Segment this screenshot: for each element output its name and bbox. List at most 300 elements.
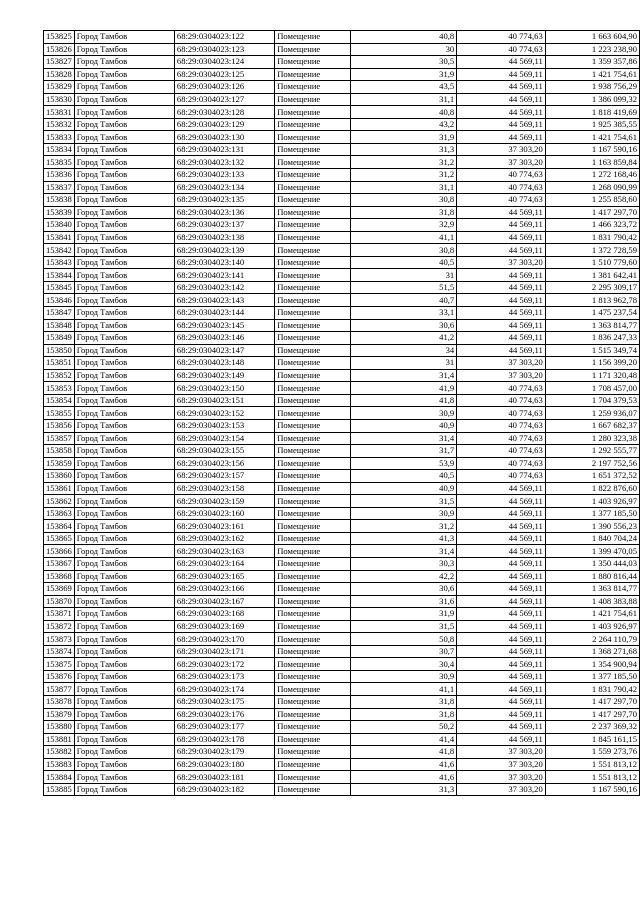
record-number-cell: 153855 (44, 407, 75, 420)
cadastral-value-cell: 1 704 379,53 (545, 394, 639, 407)
table-row (44, 557, 640, 570)
specific-value-cell: 37 303,20 (457, 369, 546, 382)
locality-cell: Город Тамбов (74, 758, 174, 771)
area-cell: 50,8 (351, 633, 457, 646)
specific-value-cell: 44 569,11 (457, 545, 546, 558)
record-number-cell: 153828 (44, 68, 75, 81)
record-number-cell: 153872 (44, 620, 75, 633)
cadastral-value-cell: 1 421 754,61 (545, 68, 639, 81)
specific-value-cell: 44 569,11 (457, 206, 546, 219)
object-type-cell: Помещение (275, 332, 351, 345)
specific-value-cell: 40 774,63 (457, 407, 546, 420)
area-cell: 30,8 (351, 244, 457, 257)
locality-cell: Город Тамбов (74, 181, 174, 194)
table-row (44, 419, 640, 432)
record-number-cell: 153866 (44, 545, 75, 558)
object-type-cell: Помещение (275, 595, 351, 608)
table-row (44, 219, 640, 232)
area-cell: 34 (351, 344, 457, 357)
locality-cell: Город Тамбов (74, 708, 174, 721)
specific-value-cell: 37 303,20 (457, 758, 546, 771)
specific-value-cell: 44 569,11 (457, 294, 546, 307)
specific-value-cell: 44 569,11 (457, 219, 546, 232)
cadastral-number-cell: 68:29:0304023:176 (174, 708, 274, 721)
locality-cell: Город Тамбов (74, 457, 174, 470)
object-type-cell: Помещение (275, 357, 351, 370)
cadastral-number-cell: 68:29:0304023:175 (174, 695, 274, 708)
cadastral-value-cell: 1 551 813,12 (545, 758, 639, 771)
locality-cell: Город Тамбов (74, 545, 174, 558)
table-row (44, 733, 640, 746)
record-number-cell: 153875 (44, 658, 75, 671)
cadastral-number-cell: 68:29:0304023:162 (174, 532, 274, 545)
cadastral-number-cell: 68:29:0304023:141 (174, 269, 274, 282)
record-number-cell: 153854 (44, 394, 75, 407)
cadastral-number-cell: 68:29:0304023:129 (174, 118, 274, 131)
record-number-cell: 153884 (44, 771, 75, 784)
table-row (44, 81, 640, 94)
area-cell: 41,8 (351, 394, 457, 407)
table-row (44, 457, 640, 470)
specific-value-cell: 44 569,11 (457, 557, 546, 570)
table-row (44, 143, 640, 156)
cadastral-number-cell: 68:29:0304023:145 (174, 319, 274, 332)
object-type-cell: Помещение (275, 307, 351, 320)
object-type-cell: Помещение (275, 269, 351, 282)
area-cell: 41,1 (351, 231, 457, 244)
specific-value-cell: 40 774,63 (457, 382, 546, 395)
table-row (44, 344, 640, 357)
locality-cell: Город Тамбов (74, 746, 174, 759)
object-type-cell: Помещение (275, 645, 351, 658)
area-cell: 31,8 (351, 708, 457, 721)
specific-value-cell: 44 569,11 (457, 570, 546, 583)
area-cell: 30,5 (351, 56, 457, 69)
table-row (44, 470, 640, 483)
area-cell: 31,6 (351, 595, 457, 608)
record-number-cell: 153876 (44, 670, 75, 683)
object-type-cell: Помещение (275, 683, 351, 696)
area-cell: 40,7 (351, 294, 457, 307)
object-type-cell: Помещение (275, 93, 351, 106)
object-type-cell: Помещение (275, 532, 351, 545)
specific-value-cell: 44 569,11 (457, 281, 546, 294)
cadastral-number-cell: 68:29:0304023:182 (174, 783, 274, 796)
object-type-cell: Помещение (275, 520, 351, 533)
cadastral-number-cell: 68:29:0304023:173 (174, 670, 274, 683)
object-type-cell: Помещение (275, 670, 351, 683)
cadastral-number-cell: 68:29:0304023:179 (174, 746, 274, 759)
locality-cell: Город Тамбов (74, 43, 174, 56)
locality-cell: Город Тамбов (74, 56, 174, 69)
record-number-cell: 153878 (44, 695, 75, 708)
cadastral-number-cell: 68:29:0304023:130 (174, 131, 274, 144)
object-type-cell: Помещение (275, 419, 351, 432)
area-cell: 31,4 (351, 545, 457, 558)
specific-value-cell: 44 569,11 (457, 583, 546, 596)
object-type-cell: Помещение (275, 256, 351, 269)
object-type-cell: Помещение (275, 771, 351, 784)
cadastral-value-cell: 2 237 369,32 (545, 721, 639, 734)
locality-cell: Город Тамбов (74, 783, 174, 796)
table-row (44, 206, 640, 219)
locality-cell: Город Тамбов (74, 771, 174, 784)
object-type-cell: Помещение (275, 344, 351, 357)
cadastral-value-cell: 1 818 419,69 (545, 106, 639, 119)
record-number-cell: 153835 (44, 156, 75, 169)
cadastral-value-cell: 1 417 297,70 (545, 695, 639, 708)
area-cell: 31,8 (351, 206, 457, 219)
area-cell: 30,4 (351, 658, 457, 671)
area-cell: 30,7 (351, 645, 457, 658)
locality-cell: Город Тамбов (74, 382, 174, 395)
specific-value-cell: 44 569,11 (457, 131, 546, 144)
object-type-cell: Помещение (275, 143, 351, 156)
area-cell: 31,4 (351, 369, 457, 382)
area-cell: 30,6 (351, 319, 457, 332)
specific-value-cell: 44 569,11 (457, 595, 546, 608)
cadastral-number-cell: 68:29:0304023:125 (174, 68, 274, 81)
area-cell: 40,5 (351, 470, 457, 483)
area-cell: 30,9 (351, 407, 457, 420)
object-type-cell: Помещение (275, 658, 351, 671)
table-row (44, 633, 640, 646)
specific-value-cell: 44 569,11 (457, 68, 546, 81)
cadastral-number-cell: 68:29:0304023:122 (174, 31, 274, 44)
locality-cell: Город Тамбов (74, 445, 174, 458)
area-cell: 42,2 (351, 570, 457, 583)
record-number-cell: 153844 (44, 269, 75, 282)
table-row (44, 307, 640, 320)
cadastral-value-cell: 1 156 399,20 (545, 357, 639, 370)
cadastral-value-cell: 1 845 161,15 (545, 733, 639, 746)
table-row (44, 620, 640, 633)
cadastral-number-cell: 68:29:0304023:123 (174, 43, 274, 56)
cadastral-number-cell: 68:29:0304023:158 (174, 482, 274, 495)
cadastral-number-cell: 68:29:0304023:168 (174, 608, 274, 621)
cadastral-number-cell: 68:29:0304023:153 (174, 419, 274, 432)
cadastral-value-cell: 1 359 357,86 (545, 56, 639, 69)
table-row (44, 507, 640, 520)
locality-cell: Город Тамбов (74, 620, 174, 633)
locality-cell: Город Тамбов (74, 219, 174, 232)
record-number-cell: 153829 (44, 81, 75, 94)
specific-value-cell: 44 569,11 (457, 670, 546, 683)
cadastral-value-cell: 2 197 752,56 (545, 457, 639, 470)
cadastral-value-cell: 1 292 555,77 (545, 445, 639, 458)
area-cell: 40,8 (351, 31, 457, 44)
cadastral-value-cell: 1 223 238,90 (545, 43, 639, 56)
record-number-cell: 153841 (44, 231, 75, 244)
object-type-cell: Помещение (275, 457, 351, 470)
specific-value-cell: 44 569,11 (457, 633, 546, 646)
cadastral-value-cell: 1 667 682,37 (545, 419, 639, 432)
record-number-cell: 153857 (44, 432, 75, 445)
cadastral-value-cell: 1 403 926,97 (545, 495, 639, 508)
locality-cell: Город Тамбов (74, 307, 174, 320)
locality-cell: Город Тамбов (74, 394, 174, 407)
object-type-cell: Помещение (275, 156, 351, 169)
table-row (44, 758, 640, 771)
specific-value-cell: 37 303,20 (457, 143, 546, 156)
record-number-cell: 153827 (44, 56, 75, 69)
object-type-cell: Помещение (275, 758, 351, 771)
table-row (44, 118, 640, 131)
cadastral-value-cell: 1 417 297,70 (545, 206, 639, 219)
object-type-cell: Помещение (275, 181, 351, 194)
table-row (44, 432, 640, 445)
specific-value-cell: 44 569,11 (457, 93, 546, 106)
table-row (44, 482, 640, 495)
record-number-cell: 153874 (44, 645, 75, 658)
area-cell: 41,6 (351, 771, 457, 784)
cadastral-number-cell: 68:29:0304023:160 (174, 507, 274, 520)
specific-value-cell: 40 774,63 (457, 194, 546, 207)
cadastral-value-cell: 1 280 323,38 (545, 432, 639, 445)
object-type-cell: Помещение (275, 319, 351, 332)
record-number-cell: 153879 (44, 708, 75, 721)
cadastral-number-cell: 68:29:0304023:171 (174, 645, 274, 658)
table-body (44, 31, 640, 796)
cadastral-value-cell: 1 831 790,42 (545, 231, 639, 244)
record-number-cell: 153853 (44, 382, 75, 395)
cadastral-number-cell: 68:29:0304023:155 (174, 445, 274, 458)
locality-cell: Город Тамбов (74, 194, 174, 207)
cadastral-value-cell: 1 510 779,60 (545, 256, 639, 269)
cadastral-number-cell: 68:29:0304023:170 (174, 633, 274, 646)
cadastral-value-cell: 1 167 590,16 (545, 143, 639, 156)
cadastral-value-cell: 1 551 813,12 (545, 771, 639, 784)
object-type-cell: Помещение (275, 407, 351, 420)
object-type-cell: Помещение (275, 695, 351, 708)
specific-value-cell: 37 303,20 (457, 156, 546, 169)
area-cell: 53,9 (351, 457, 457, 470)
table-row (44, 495, 640, 508)
cadastral-value-cell: 2 264 110,79 (545, 633, 639, 646)
record-number-cell: 153839 (44, 206, 75, 219)
table-row (44, 93, 640, 106)
cadastral-value-cell: 1 417 297,70 (545, 708, 639, 721)
cadastral-value-cell: 1 421 754,61 (545, 131, 639, 144)
locality-cell: Город Тамбов (74, 695, 174, 708)
cadastral-value-cell: 1 354 900,94 (545, 658, 639, 671)
area-cell: 31 (351, 357, 457, 370)
cadastral-number-cell: 68:29:0304023:151 (174, 394, 274, 407)
cadastral-value-cell: 1 368 271,68 (545, 645, 639, 658)
object-type-cell: Помещение (275, 369, 351, 382)
locality-cell: Город Тамбов (74, 369, 174, 382)
record-number-cell: 153832 (44, 118, 75, 131)
specific-value-cell: 40 774,63 (457, 432, 546, 445)
locality-cell: Город Тамбов (74, 470, 174, 483)
record-number-cell: 153883 (44, 758, 75, 771)
area-cell: 40,5 (351, 256, 457, 269)
record-number-cell: 153864 (44, 520, 75, 533)
object-type-cell: Помещение (275, 783, 351, 796)
specific-value-cell: 44 569,11 (457, 106, 546, 119)
specific-value-cell: 44 569,11 (457, 733, 546, 746)
specific-value-cell: 44 569,11 (457, 683, 546, 696)
record-number-cell: 153830 (44, 93, 75, 106)
object-type-cell: Помещение (275, 432, 351, 445)
specific-value-cell: 40 774,63 (457, 181, 546, 194)
locality-cell: Город Тамбов (74, 357, 174, 370)
cadastral-value-cell: 1 663 604,90 (545, 31, 639, 44)
cadastral-number-cell: 68:29:0304023:149 (174, 369, 274, 382)
locality-cell: Город Тамбов (74, 118, 174, 131)
cadastral-number-cell: 68:29:0304023:152 (174, 407, 274, 420)
specific-value-cell: 44 569,11 (457, 658, 546, 671)
object-type-cell: Помещение (275, 206, 351, 219)
area-cell: 31,1 (351, 93, 457, 106)
record-number-cell: 153846 (44, 294, 75, 307)
table-row (44, 695, 640, 708)
specific-value-cell: 37 303,20 (457, 783, 546, 796)
record-number-cell: 153838 (44, 194, 75, 207)
table-row (44, 294, 640, 307)
locality-cell: Город Тамбов (74, 106, 174, 119)
cadastral-number-cell: 68:29:0304023:137 (174, 219, 274, 232)
area-cell: 32,9 (351, 219, 457, 232)
area-cell: 41,3 (351, 532, 457, 545)
locality-cell: Город Тамбов (74, 269, 174, 282)
cadastral-number-cell: 68:29:0304023:148 (174, 357, 274, 370)
object-type-cell: Помещение (275, 382, 351, 395)
record-number-cell: 153837 (44, 181, 75, 194)
table-row (44, 319, 640, 332)
record-number-cell: 153851 (44, 357, 75, 370)
table-row (44, 394, 640, 407)
table-row (44, 407, 640, 420)
cadastral-number-cell: 68:29:0304023:139 (174, 244, 274, 257)
specific-value-cell: 40 774,63 (457, 419, 546, 432)
area-cell: 40,9 (351, 482, 457, 495)
record-number-cell: 153856 (44, 419, 75, 432)
cadastral-value-cell: 1 163 859,84 (545, 156, 639, 169)
record-number-cell: 153877 (44, 683, 75, 696)
area-cell: 31,3 (351, 143, 457, 156)
locality-cell: Город Тамбов (74, 733, 174, 746)
object-type-cell: Помещение (275, 231, 351, 244)
locality-cell: Город Тамбов (74, 670, 174, 683)
area-cell: 30,6 (351, 583, 457, 596)
object-type-cell: Помещение (275, 118, 351, 131)
cadastral-number-cell: 68:29:0304023:140 (174, 256, 274, 269)
cadastral-value-cell: 1 831 790,42 (545, 683, 639, 696)
record-number-cell: 153859 (44, 457, 75, 470)
table-row (44, 169, 640, 182)
specific-value-cell: 37 303,20 (457, 357, 546, 370)
object-type-cell: Помещение (275, 507, 351, 520)
record-number-cell: 153836 (44, 169, 75, 182)
table-row (44, 771, 640, 784)
object-type-cell: Помещение (275, 194, 351, 207)
locality-cell: Город Тамбов (74, 595, 174, 608)
cadastral-value-cell: 1 399 470,05 (545, 545, 639, 558)
specific-value-cell: 44 569,11 (457, 695, 546, 708)
area-cell: 31,4 (351, 432, 457, 445)
record-number-cell: 153861 (44, 482, 75, 495)
object-type-cell: Помещение (275, 495, 351, 508)
object-type-cell: Помещение (275, 131, 351, 144)
area-cell: 41,1 (351, 683, 457, 696)
object-type-cell: Помещение (275, 570, 351, 583)
table-row (44, 746, 640, 759)
object-type-cell: Помещение (275, 294, 351, 307)
object-type-cell: Помещение (275, 708, 351, 721)
table-row (44, 31, 640, 44)
area-cell: 31,3 (351, 783, 457, 796)
area-cell: 31,2 (351, 520, 457, 533)
specific-value-cell: 40 774,63 (457, 169, 546, 182)
locality-cell: Город Тамбов (74, 532, 174, 545)
cadastral-number-cell: 68:29:0304023:163 (174, 545, 274, 558)
cadastral-value-cell: 1 408 383,88 (545, 595, 639, 608)
locality-cell: Город Тамбов (74, 721, 174, 734)
area-cell: 41,9 (351, 382, 457, 395)
cadastral-value-cell: 1 268 090,99 (545, 181, 639, 194)
area-cell: 41,8 (351, 746, 457, 759)
record-number-cell: 153845 (44, 281, 75, 294)
cadastral-value-cell: 1 377 185,50 (545, 670, 639, 683)
locality-cell: Город Тамбов (74, 419, 174, 432)
record-number-cell: 153833 (44, 131, 75, 144)
locality-cell: Город Тамбов (74, 68, 174, 81)
specific-value-cell: 44 569,11 (457, 307, 546, 320)
table-row (44, 721, 640, 734)
specific-value-cell: 44 569,11 (457, 81, 546, 94)
area-cell: 31,9 (351, 68, 457, 81)
specific-value-cell: 37 303,20 (457, 771, 546, 784)
area-cell: 31,2 (351, 156, 457, 169)
cadastral-number-cell: 68:29:0304023:142 (174, 281, 274, 294)
cadastral-value-cell: 1 880 816,44 (545, 570, 639, 583)
area-cell: 31 (351, 269, 457, 282)
cadastral-number-cell: 68:29:0304023:161 (174, 520, 274, 533)
specific-value-cell: 37 303,20 (457, 746, 546, 759)
record-number-cell: 153869 (44, 583, 75, 596)
record-number-cell: 153848 (44, 319, 75, 332)
record-number-cell: 153840 (44, 219, 75, 232)
cadastral-number-cell: 68:29:0304023:159 (174, 495, 274, 508)
cadastral-number-cell: 68:29:0304023:177 (174, 721, 274, 734)
cadastral-number-cell: 68:29:0304023:166 (174, 583, 274, 596)
record-number-cell: 153834 (44, 143, 75, 156)
cadastral-number-cell: 68:29:0304023:133 (174, 169, 274, 182)
specific-value-cell: 44 569,11 (457, 231, 546, 244)
specific-value-cell: 44 569,11 (457, 507, 546, 520)
record-number-cell: 153847 (44, 307, 75, 320)
locality-cell: Город Тамбов (74, 432, 174, 445)
locality-cell: Город Тамбов (74, 683, 174, 696)
record-number-cell: 153826 (44, 43, 75, 56)
table-row (44, 43, 640, 56)
specific-value-cell: 44 569,11 (457, 620, 546, 633)
cadastral-value-cell: 1 515 349,74 (545, 344, 639, 357)
area-cell: 33,1 (351, 307, 457, 320)
object-type-cell: Помещение (275, 244, 351, 257)
cadastral-number-cell: 68:29:0304023:128 (174, 106, 274, 119)
locality-cell: Город Тамбов (74, 520, 174, 533)
area-cell: 31,7 (351, 445, 457, 458)
record-number-cell: 153863 (44, 507, 75, 520)
cadastral-number-cell: 68:29:0304023:131 (174, 143, 274, 156)
specific-value-cell: 44 569,11 (457, 645, 546, 658)
cadastral-value-cell: 1 925 385,55 (545, 118, 639, 131)
object-type-cell: Помещение (275, 557, 351, 570)
locality-cell: Город Тамбов (74, 281, 174, 294)
locality-cell: Город Тамбов (74, 131, 174, 144)
